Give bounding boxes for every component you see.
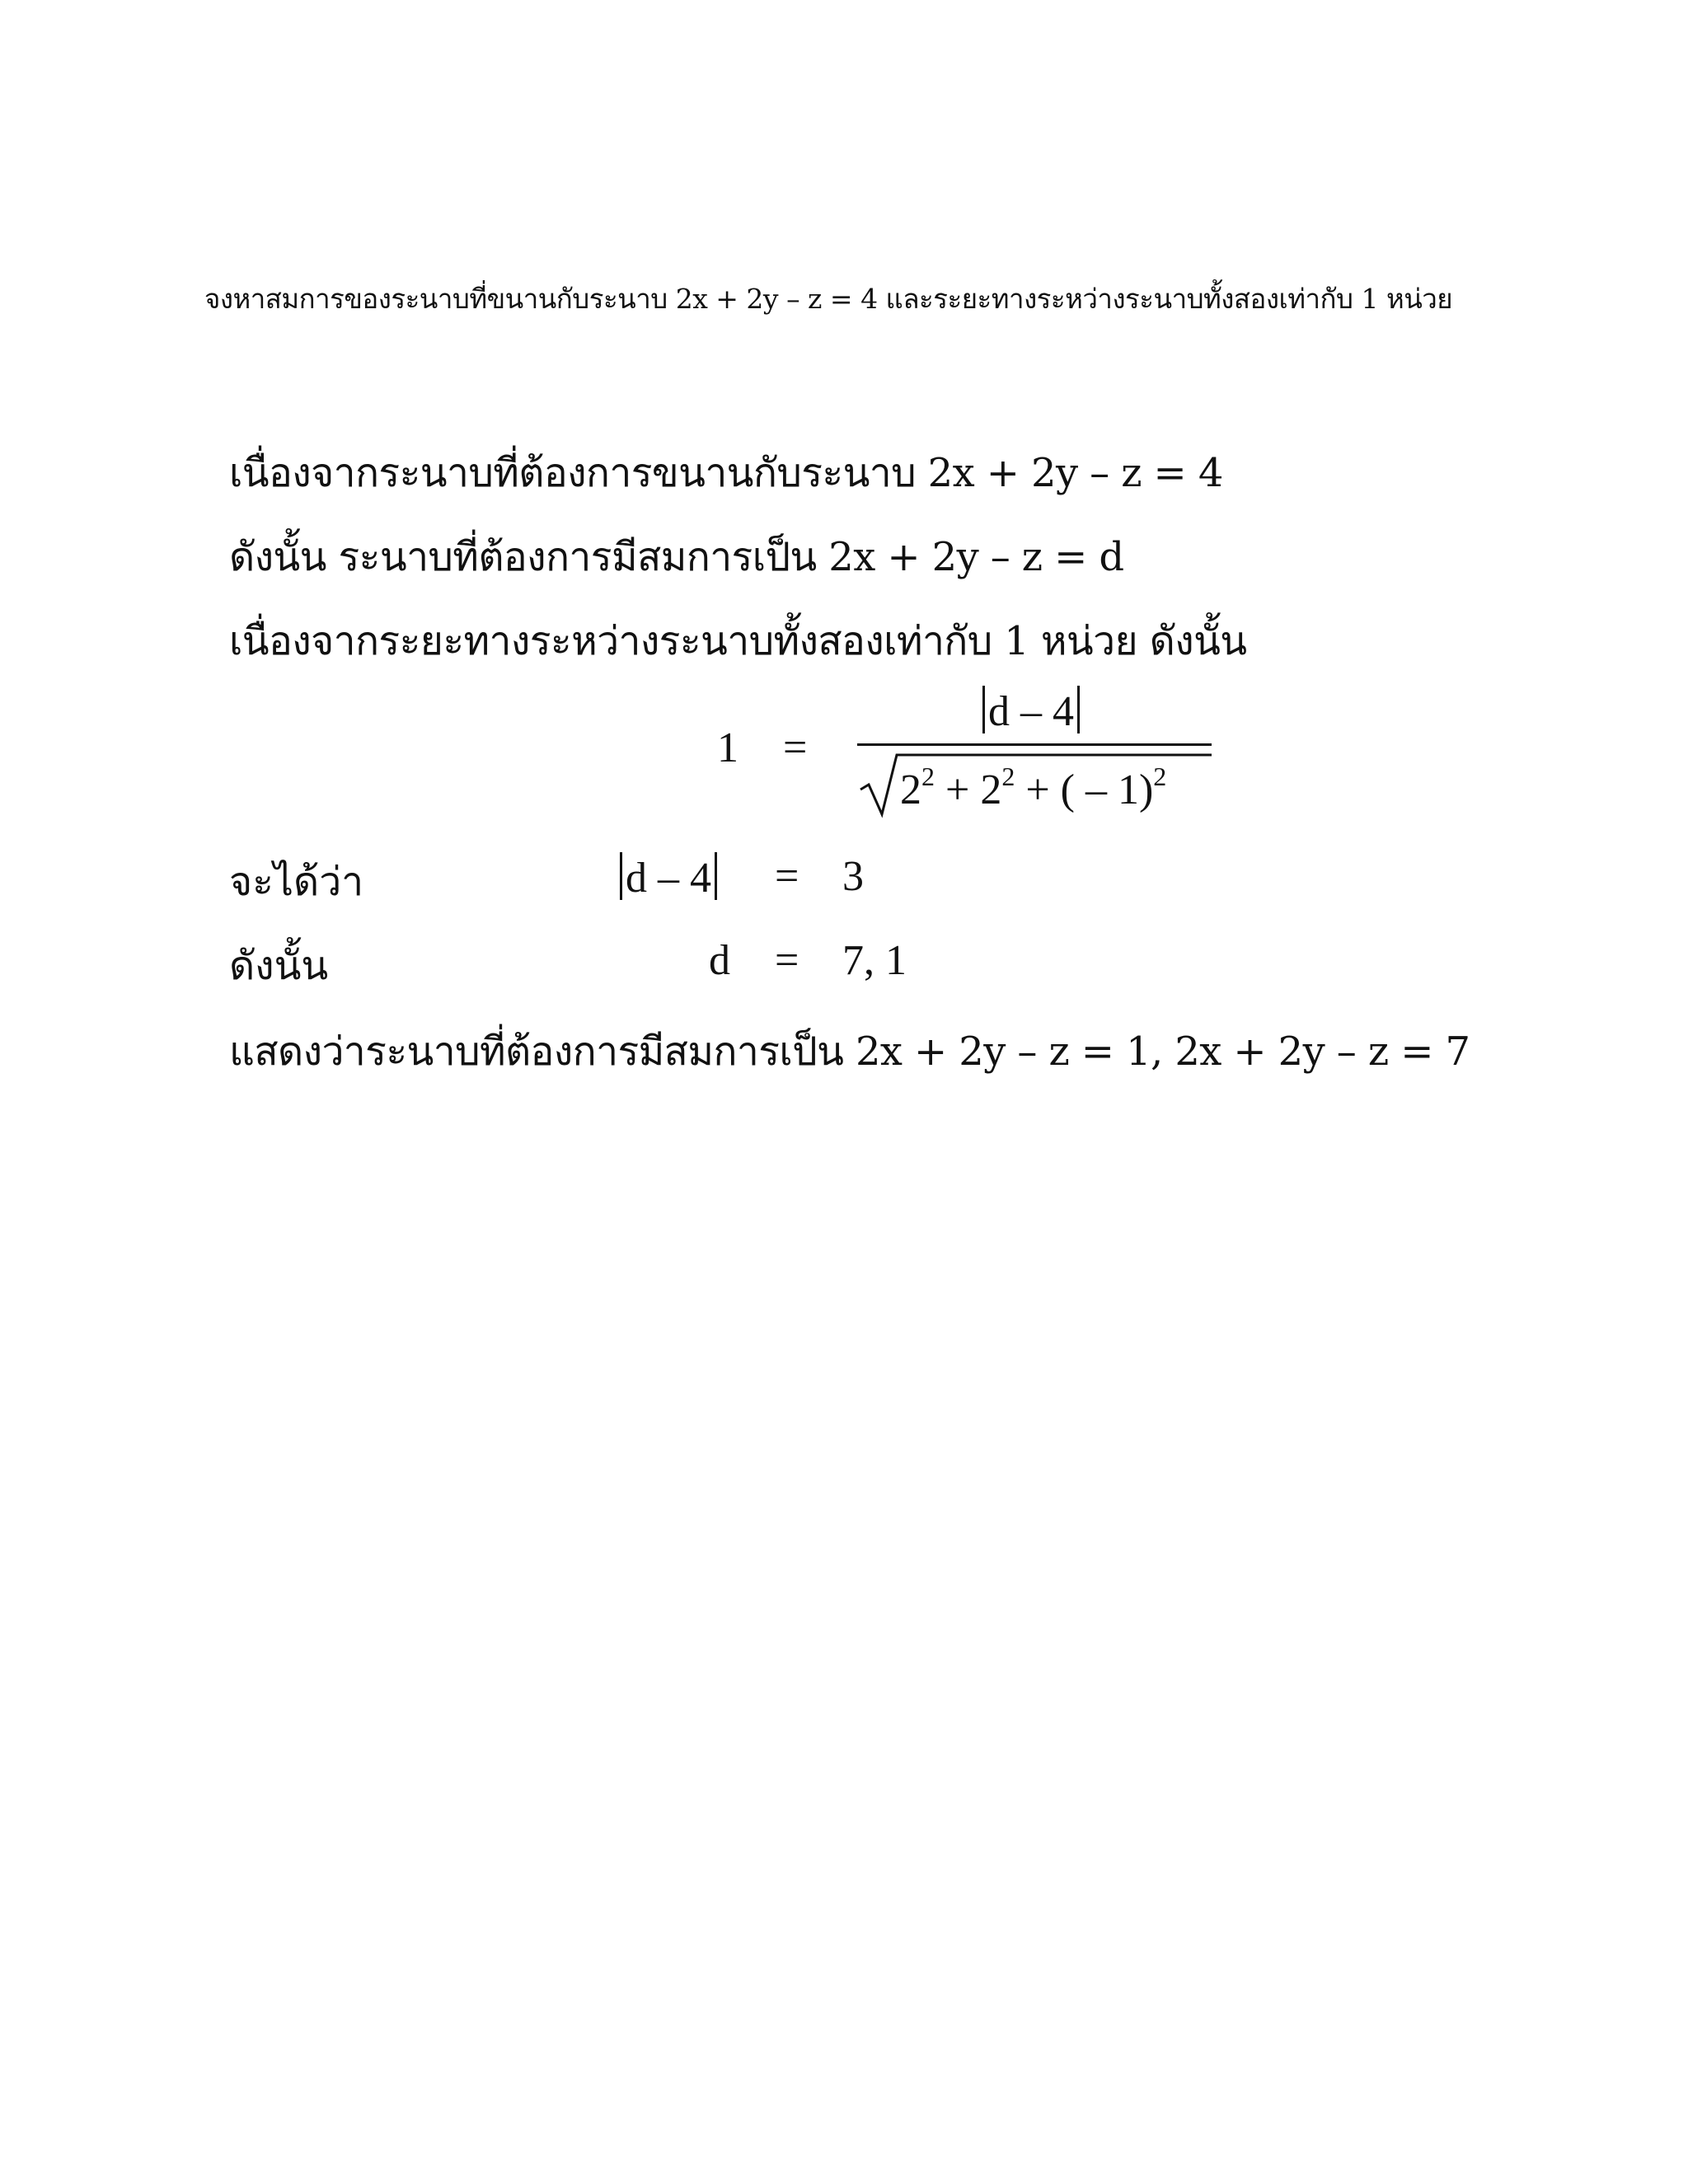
- solution-line-1: เนื่องจากระนาบที่ต้องการขนานกับระนาบ 2x + 2y – z = 4: [229, 450, 1223, 496]
- den-exp-1: 2: [921, 762, 935, 791]
- den-base-1: 2: [900, 766, 921, 813]
- fraction-numerator: [979, 686, 1083, 736]
- row2-equals: =: [775, 937, 799, 984]
- den-base-3: + ( – 1): [1025, 766, 1154, 813]
- row1-lhs-text: d – 4: [626, 855, 711, 902]
- den-exp-2: 2: [1001, 762, 1015, 791]
- abs-bar-left: [620, 852, 622, 900]
- row1-equals: =: [775, 853, 799, 900]
- den-base-2: + 2: [945, 766, 1002, 813]
- abs-bar-right: [715, 852, 717, 900]
- numerator-text: d – 4: [988, 688, 1074, 735]
- abs-bar-left: [982, 686, 985, 733]
- fraction-bar: [857, 743, 1212, 746]
- fraction-denominator: [857, 747, 1212, 821]
- row1-lhs: [617, 852, 720, 902]
- row2-label: ดังนั้น: [229, 943, 329, 989]
- row2-lhs: d: [709, 937, 730, 984]
- row1-label: จะได้ว่า: [229, 859, 364, 905]
- abs-bar-right: [1077, 686, 1080, 733]
- row1-rhs: 3: [842, 853, 864, 900]
- question-text: จงหาสมการของระนาบที่ขนานกับระนาบ 2x + 2y – z = 4 และระยะทางระหว่างระนาบทั้งสองเท่ากับ 1 หน่วย: [204, 283, 1453, 315]
- den-exp-3: 2: [1153, 762, 1167, 791]
- solution-line-2: ดังนั้น ระนาบที่ต้องการมีสมการเป็น 2x + 2y – z = d: [229, 534, 1124, 580]
- solution-line-3: เนื่องจากระยะทางระหว่างระนาบทั้งสองเท่ากับ 1 หน่วย ดังนั้น: [229, 618, 1247, 664]
- solution-conclusion: แสดงว่าระนาบที่ต้องการมีสมการเป็น 2x + 2y – z = 1, 2x + 2y – z = 7: [229, 1029, 1470, 1075]
- row2-rhs: 7, 1: [842, 937, 907, 984]
- equation-equals: =: [783, 724, 808, 771]
- denominator-text: [900, 762, 1166, 814]
- equation-lhs: 1: [717, 724, 738, 771]
